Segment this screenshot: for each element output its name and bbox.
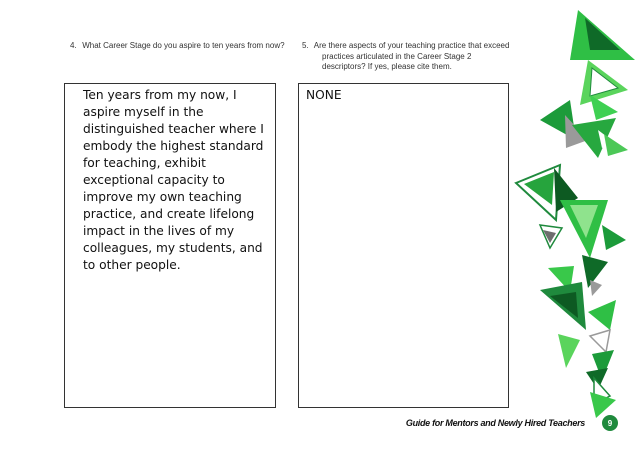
triangle-shape [590, 280, 602, 296]
footer-title: Guide for Mentors and Newly Hired Teachers [405, 418, 585, 428]
answer-box-4[interactable] [64, 83, 276, 408]
page-number-badge: 9 [602, 415, 618, 431]
green-triangle-pattern-icon [510, 0, 638, 451]
triangle-shape [590, 95, 618, 120]
answer-4-text: Ten years from my now, I aspire myself in the distinguished teacher where I embody the highest standard for teaching, exhibit exceptional capacity to improve my own teaching practice, and create lifelong impact in the lives of my colleagues, my students, and to other people. [83, 88, 264, 272]
triangle-shape [588, 300, 616, 330]
triangle-shape [558, 334, 580, 368]
answer-5-text: NONE [306, 88, 342, 102]
question-5-text: Are there aspects of your teaching practice that exceed practices articulated in the Career Stage 2 descriptors? If yes, please cite them. [313, 41, 510, 71]
triangle-shape [604, 134, 628, 156]
triangle-shape [602, 225, 626, 250]
triangle-shape [550, 292, 578, 318]
question-5: 5. Are there aspects of your teaching practice that exceed practices articulated in the Career Stage 2 descriptors? If yes, please cite them. [302, 41, 510, 71]
question-4-text: What Career Stage do you aspire to ten years from now? [82, 41, 285, 50]
answer-box-5[interactable] [298, 83, 509, 408]
question-4: 4. What Career Stage do you aspire to ten years from now? [70, 41, 285, 50]
triangle-shape [590, 330, 610, 352]
